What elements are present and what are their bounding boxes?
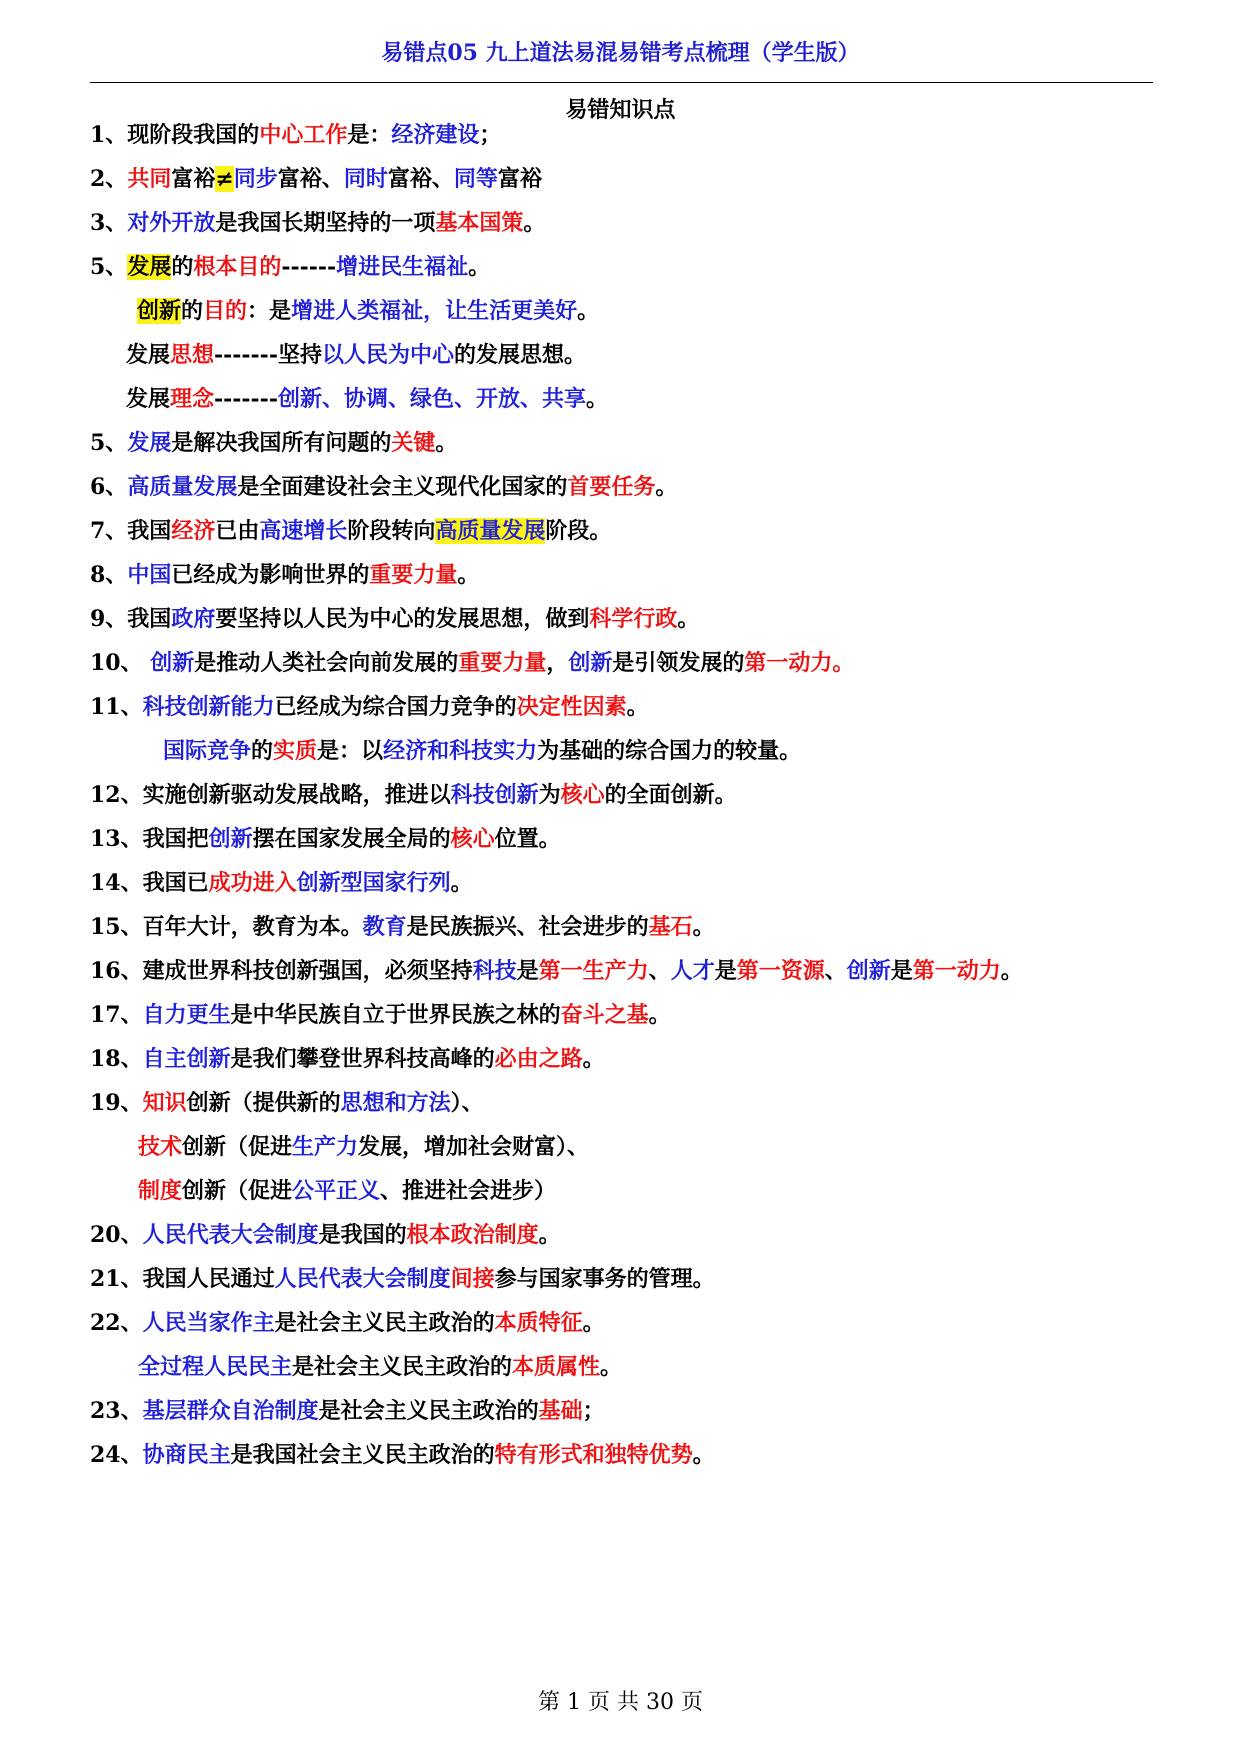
text-segment: 富裕、 bbox=[277, 166, 344, 192]
text-segment: 同等 bbox=[453, 166, 498, 192]
text-segment: 科技 bbox=[472, 958, 517, 984]
text-segment: 公平正义 bbox=[292, 1178, 381, 1204]
text-segment: 创新 bbox=[150, 650, 195, 676]
item-line bbox=[90, 120, 501, 150]
item-line bbox=[90, 1088, 484, 1118]
text-segment: 。 bbox=[538, 1222, 561, 1248]
text-segment: 对外开放 bbox=[127, 210, 216, 236]
text-segment: 协商民主 bbox=[142, 1442, 231, 1468]
item-line bbox=[90, 1000, 671, 1030]
text-segment: 23、 bbox=[90, 1398, 143, 1424]
text-segment: 。 bbox=[692, 914, 715, 940]
text-segment: 为基础的综合国力的较量。 bbox=[537, 738, 802, 764]
text-segment: 阶段转向 bbox=[347, 518, 436, 544]
text-segment: 是解决我国所有问题的 bbox=[171, 430, 392, 456]
text-segment: ≠ bbox=[215, 166, 234, 192]
text-segment: 第一资源 bbox=[736, 958, 825, 984]
text-segment: 是全面建设社会主义现代化国家的 bbox=[237, 474, 568, 500]
text-segment: 16、建成世界科技创新强国，必须坚持 bbox=[90, 958, 473, 984]
item-line bbox=[90, 1044, 605, 1074]
text-segment: 创新 bbox=[846, 958, 891, 984]
text-segment: 第一动力 bbox=[912, 958, 1001, 984]
item-line bbox=[90, 208, 545, 238]
text-segment: 3、 bbox=[90, 210, 128, 236]
text-segment: 高质量发展 bbox=[435, 518, 546, 544]
text-segment: 。 bbox=[692, 1442, 715, 1468]
text-segment: 8、 bbox=[90, 562, 128, 588]
text-segment: 6、 bbox=[90, 474, 128, 500]
text-segment: 已经成为影响世界的 bbox=[171, 562, 370, 588]
text-segment: 。 bbox=[523, 210, 546, 236]
text-segment: 创新（促进 bbox=[182, 1134, 293, 1160]
text-segment: 。 bbox=[435, 430, 458, 456]
text-segment: 发展 bbox=[126, 342, 171, 368]
text-segment: 21、我国人民通过 bbox=[90, 1266, 275, 1292]
text-segment: 核心 bbox=[560, 782, 605, 808]
text-segment: 是 bbox=[890, 958, 913, 984]
text-segment: 。 bbox=[585, 386, 608, 412]
text-segment: 创新 bbox=[137, 298, 182, 324]
text-segment: 技术 bbox=[138, 1134, 183, 1160]
text-segment: 基石 bbox=[648, 914, 693, 940]
text-segment: 思想和方法 bbox=[340, 1090, 451, 1116]
item-line bbox=[90, 560, 479, 590]
page-number: 第 1 页 共 30 页 bbox=[538, 1690, 703, 1715]
text-segment: 制度 bbox=[138, 1178, 183, 1204]
text-segment: 。 bbox=[626, 694, 649, 720]
text-segment: 是中华民族自立于世界民族之林的 bbox=[230, 1002, 561, 1028]
text-segment: 10、 bbox=[90, 650, 151, 676]
item-line bbox=[90, 824, 561, 854]
text-segment: 创新、协调、绿色、开放、共享 bbox=[277, 386, 586, 412]
text-segment: 理念 bbox=[170, 386, 215, 412]
text-segment: 人民代表大会制度 bbox=[142, 1222, 319, 1248]
text-segment: ：是 bbox=[247, 298, 292, 324]
item-line bbox=[126, 340, 586, 370]
text-segment: 2、 bbox=[90, 166, 128, 192]
item-line bbox=[90, 252, 490, 282]
text-segment: 9、我国 bbox=[90, 606, 172, 632]
item-line bbox=[90, 472, 677, 502]
item-line bbox=[126, 384, 608, 414]
text-segment: 教育 bbox=[362, 914, 407, 940]
text-segment: 7、我国 bbox=[90, 518, 172, 544]
text-segment: 的全面创新。 bbox=[604, 782, 737, 808]
item-line bbox=[90, 1396, 605, 1426]
text-segment: 是我们攀登世界科技高峰的 bbox=[230, 1046, 495, 1072]
text-segment: 首要任务 bbox=[567, 474, 656, 500]
text-segment: 是民族振兴、社会进步的 bbox=[406, 914, 649, 940]
text-segment: 发展 bbox=[126, 386, 171, 412]
text-segment: 摆在国家发展全局的 bbox=[252, 826, 451, 852]
text-segment: 的 bbox=[171, 254, 194, 280]
text-segment: 富裕、 bbox=[387, 166, 454, 192]
text-segment: 是 bbox=[516, 958, 539, 984]
text-segment: 本质特征 bbox=[494, 1310, 583, 1336]
text-segment: 基本国策 bbox=[435, 210, 524, 236]
item-line bbox=[90, 1264, 715, 1294]
text-segment: 第一动力。 bbox=[744, 650, 855, 676]
text-segment: 科技创新 bbox=[450, 782, 539, 808]
text-segment: 全过程人民民主 bbox=[138, 1354, 293, 1380]
text-segment: 。 bbox=[468, 254, 491, 280]
text-segment: 18、 bbox=[90, 1046, 143, 1072]
text-segment: 24、 bbox=[90, 1442, 143, 1468]
text-segment: 同时 bbox=[343, 166, 388, 192]
text-segment: ， bbox=[546, 650, 569, 676]
text-segment: 是我国长期坚持的一项 bbox=[215, 210, 436, 236]
text-segment: 中国 bbox=[127, 562, 172, 588]
item-line bbox=[90, 1220, 561, 1250]
text-segment: 。 bbox=[457, 562, 480, 588]
text-segment: 是：以 bbox=[317, 738, 384, 764]
page-header-title: 易错点05 九上道法易混易错考点梳理（学生版） bbox=[381, 40, 860, 66]
text-segment: 发展 bbox=[127, 254, 172, 280]
item-line bbox=[137, 296, 599, 326]
text-segment: 、 bbox=[648, 958, 671, 984]
text-segment: 发展 bbox=[127, 430, 172, 456]
text-segment: 。 bbox=[1000, 958, 1023, 984]
text-segment: 高速增长 bbox=[259, 518, 348, 544]
text-segment: 高质量发展 bbox=[127, 474, 238, 500]
item-line bbox=[90, 164, 542, 194]
text-segment: -------坚持 bbox=[214, 342, 322, 368]
text-segment: 根本政治制度 bbox=[406, 1222, 539, 1248]
text-segment: 政府 bbox=[171, 606, 216, 632]
text-segment: 重要力量 bbox=[458, 650, 547, 676]
text-segment: 科学行政 bbox=[589, 606, 678, 632]
text-segment: 13、我国把 bbox=[90, 826, 209, 852]
text-segment: 要坚持以人民为中心的发展思想，做到 bbox=[215, 606, 590, 632]
item-line bbox=[163, 736, 801, 766]
text-segment: 间接 bbox=[450, 1266, 495, 1292]
text-segment: ； bbox=[582, 1398, 605, 1424]
text-segment: 。 bbox=[577, 298, 600, 324]
text-segment: 。 bbox=[600, 1354, 623, 1380]
text-segment: 中心工作 bbox=[259, 122, 348, 148]
text-segment: 是推动人类社会向前发展的 bbox=[194, 650, 459, 676]
text-segment: 15、百年大计，教育为本。 bbox=[90, 914, 363, 940]
text-segment: 根本目的 bbox=[193, 254, 282, 280]
text-segment: 基础 bbox=[538, 1398, 583, 1424]
text-segment: 实质 bbox=[273, 738, 318, 764]
text-segment: 科技创新能力 bbox=[142, 694, 275, 720]
text-segment: 是 bbox=[714, 958, 737, 984]
text-segment: 增进人类福祉，让生活更美好 bbox=[291, 298, 578, 324]
text-segment: 位置。 bbox=[494, 826, 561, 852]
item-line bbox=[90, 692, 649, 722]
text-segment: 创新 bbox=[208, 826, 253, 852]
text-segment: 基层群众自治制度 bbox=[142, 1398, 319, 1424]
text-segment: 经济 bbox=[171, 518, 216, 544]
text-segment: 思想 bbox=[170, 342, 215, 368]
item-line bbox=[90, 1308, 605, 1338]
text-segment: 19、 bbox=[90, 1090, 143, 1116]
text-segment: 同步 bbox=[233, 166, 278, 192]
text-segment: 创新（提供新的 bbox=[186, 1090, 341, 1116]
text-segment: 。 bbox=[648, 1002, 671, 1028]
text-segment: 以人民为中心 bbox=[321, 342, 454, 368]
text-segment: 参与国家事务的管理。 bbox=[494, 1266, 715, 1292]
item-line bbox=[90, 1440, 715, 1470]
text-segment: 的发展思想。 bbox=[453, 342, 586, 368]
text-segment: 关键 bbox=[391, 430, 436, 456]
text-segment: 决定性因素 bbox=[516, 694, 627, 720]
text-segment: 目的 bbox=[203, 298, 248, 324]
text-segment: 人民代表大会制度 bbox=[274, 1266, 451, 1292]
item-line bbox=[90, 868, 473, 898]
text-segment: 、推进社会进步） bbox=[380, 1178, 557, 1204]
text-segment: 。 bbox=[677, 606, 700, 632]
text-segment: ------ bbox=[281, 254, 337, 280]
text-segment: 5、 bbox=[90, 254, 128, 280]
item-line bbox=[90, 428, 457, 458]
text-segment: 。 bbox=[582, 1046, 605, 1072]
text-segment: ； bbox=[479, 122, 502, 148]
text-segment: 已由 bbox=[215, 518, 260, 544]
text-segment: 共同 bbox=[127, 166, 172, 192]
text-segment: 22、 bbox=[90, 1310, 143, 1336]
text-segment: 创新型国家行列 bbox=[296, 870, 451, 896]
text-segment: 特有形式和独特优势 bbox=[494, 1442, 693, 1468]
text-segment: 。 bbox=[582, 1310, 605, 1336]
text-segment: 是社会主义民主政治的 bbox=[292, 1354, 513, 1380]
text-segment: 奋斗之基 bbox=[560, 1002, 649, 1028]
text-segment: 、 bbox=[824, 958, 847, 984]
text-segment: 发展，增加社会财富）、 bbox=[358, 1134, 590, 1160]
text-segment: 阶段。 bbox=[545, 518, 612, 544]
item-line bbox=[90, 604, 699, 634]
text-segment: 知识 bbox=[142, 1090, 187, 1116]
text-segment: 创新（促进 bbox=[182, 1178, 293, 1204]
section-title: 易错知识点 bbox=[565, 97, 676, 123]
item-line bbox=[138, 1176, 556, 1206]
text-segment: 的 bbox=[181, 298, 204, 324]
text-segment: 12、实施创新驱动发展战略，推进以 bbox=[90, 782, 451, 808]
item-line bbox=[90, 648, 854, 678]
text-segment: 17、 bbox=[90, 1002, 143, 1028]
item-line bbox=[90, 912, 715, 942]
text-segment: 的 bbox=[251, 738, 274, 764]
text-segment: 已经成为综合国力竞争的 bbox=[274, 694, 517, 720]
text-segment: 经济建设 bbox=[391, 122, 480, 148]
text-segment: 自主创新 bbox=[142, 1046, 231, 1072]
text-segment: 是社会主义民主政治的 bbox=[318, 1398, 539, 1424]
text-segment: 5、 bbox=[90, 430, 128, 456]
item-line bbox=[90, 516, 611, 546]
text-segment: 是我国社会主义民主政治的 bbox=[230, 1442, 495, 1468]
text-segment: ------- bbox=[214, 386, 278, 412]
text-segment: 成功进入 bbox=[208, 870, 297, 896]
text-segment: 增进民生福祉 bbox=[336, 254, 469, 280]
text-segment: 是我国的 bbox=[318, 1222, 407, 1248]
text-segment: 创新 bbox=[568, 650, 613, 676]
text-segment: 富裕 bbox=[171, 166, 216, 192]
text-segment: 是引领发展的 bbox=[612, 650, 745, 676]
text-segment: 人民当家作主 bbox=[142, 1310, 275, 1336]
text-segment: 必由之路 bbox=[494, 1046, 583, 1072]
text-segment: 国际竞争 bbox=[163, 738, 252, 764]
text-segment: 核心 bbox=[450, 826, 495, 852]
item-line bbox=[90, 780, 737, 810]
item-line bbox=[138, 1352, 622, 1382]
text-segment: 第一生产力 bbox=[538, 958, 649, 984]
text-segment: 重要力量 bbox=[369, 562, 458, 588]
text-segment: 生产力 bbox=[292, 1134, 359, 1160]
text-segment: 20、 bbox=[90, 1222, 143, 1248]
text-segment: 。 bbox=[450, 870, 473, 896]
text-segment: 是： bbox=[347, 122, 392, 148]
text-segment: ）、 bbox=[450, 1090, 484, 1116]
text-segment: 经济和科技实力 bbox=[383, 738, 538, 764]
text-segment: 富裕 bbox=[497, 166, 542, 192]
header-divider bbox=[90, 82, 1153, 83]
text-segment: 自力更生 bbox=[142, 1002, 231, 1028]
text-segment: 为 bbox=[538, 782, 561, 808]
text-segment: 是社会主义民主政治的 bbox=[274, 1310, 495, 1336]
item-line bbox=[90, 956, 1023, 986]
item-line bbox=[138, 1132, 589, 1162]
text-segment: 本质属性 bbox=[512, 1354, 601, 1380]
text-segment: 人才 bbox=[670, 958, 715, 984]
text-segment: 14、我国已 bbox=[90, 870, 209, 896]
text-segment: 。 bbox=[655, 474, 678, 500]
text-segment: 1、现阶段我国的 bbox=[90, 122, 260, 148]
text-segment: 11、 bbox=[90, 694, 143, 720]
